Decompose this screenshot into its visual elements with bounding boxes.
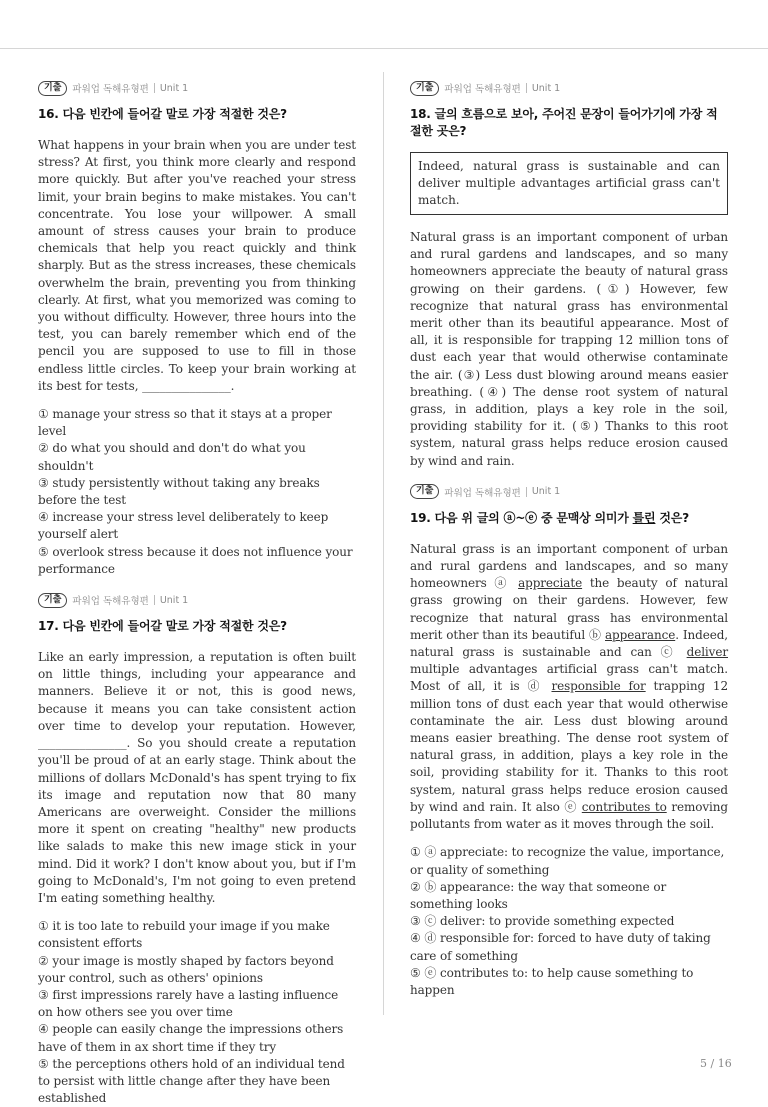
tag-separator: [154, 595, 155, 605]
option-list: [410, 844, 728, 999]
passage: What happens in your brain when you are under test stress? At first, you think more clearly and respond more quickly. But after you've reached your stress limit, your brain begins to make mistakes. You can't concentrate. You lose your willpower. A small amount of stress causes your brain to produce chemicals that help you react quickly and think sharply. But as the stress increases, these chemicals overwhelm the brain, preventing you from thinking clearly. At first, what you memorized was coming to you without difficulty. However, three hours into the test, you can barely remember which end of the pencil you are supposed to use to fill in those endless little circles. To keep your brain working at its best for tests, _______________.: [38, 138, 356, 393]
spacer: [410, 470, 728, 484]
page-number: 5 / 16: [700, 1057, 732, 1070]
question-16: [38, 80, 356, 578]
option-4[interactable]: ④ increase your stress level deliberately to keep yourself alert: [38, 510, 329, 542]
underlined-word-c: deliver: [686, 645, 728, 660]
underlined-word-d: responsible for: [551, 679, 646, 694]
passage-segment: the beauty of natural grass growing on their gardens. However, few recognize that natural grass has environmental merit other than its beautiful ⓑ: [410, 576, 729, 642]
option-3[interactable]: ③ study persistently without taking any breaks before the test: [38, 475, 320, 508]
left-column: [38, 80, 356, 1107]
passage-segment: removing pollutants from water as it moves through the soil.: [410, 799, 728, 832]
header-rule: [0, 48, 768, 49]
question-title: 18. 글의 흐름으로 보아, 주어진 문장이 들어가기에 가장 적절한 곳은?: [410, 107, 718, 138]
question-18: [410, 80, 728, 470]
option-list: [38, 918, 356, 1107]
passage: Like an early impression, a reputation is often built on little things, including your appearance and manners. Believe it or not, this is good news, because it means you can take consistent action over time to develop your reputation. However, _______________. So you should create a reputation you'll be proud of at an early stage. Think about the millions of dollars McDonald's has spent trying to fix its image and reputation now that 80 many Americans are overweight. Consider the millions more it spent on creating "healthy" new products like salads to make this new image stick in your mind. Did it work? I don't know about you, but if I'm going to McDonald's, I'm not going to even pretend I'm eating something healthy.: [38, 650, 356, 905]
question-title: 17. 다음 빈칸에 들어갈 말로 가장 적절한 것은?: [38, 619, 287, 634]
gichul-badge: 기출: [38, 593, 67, 608]
passage-segment: multiple advantages artificial grass can't match. Most of all, it is ⓓ: [410, 662, 728, 694]
underlined-word-a: appreciate: [518, 576, 583, 591]
option-5[interactable]: ⑤ overlook stress because it does not influence your performance: [38, 544, 353, 576]
series-label: 파워업 독해유형편: [444, 487, 521, 499]
option-1[interactable]: ① it is too late to rebuild your image if you make consistent efforts: [38, 919, 330, 951]
underlined-word-e: contributes to: [581, 799, 667, 814]
series-label: 파워업 독해유형편: [444, 84, 521, 95]
underlined-word-b: appearance: [605, 627, 676, 642]
option-4[interactable]: ④ ⓓ responsible for: forced to have duty of taking care of something: [410, 931, 711, 963]
option-5[interactable]: ⑤ the perceptions others hold of an individual tend to persist with little change after they have been established: [38, 1056, 345, 1106]
right-column: [410, 80, 728, 999]
option-2[interactable]: ② your image is mostly shaped by factors beyond your control, such as others' opinions: [38, 953, 334, 985]
unit-label: Unit 1: [531, 82, 561, 94]
passage-segment: . Indeed, natural grass is sustainable and can ⓒ: [410, 627, 728, 660]
tag-separator: [526, 83, 527, 93]
passage-segment: Natural grass is an important component of urban and rural gardens and landscapes, and so many homeowners ⓐ: [410, 541, 728, 591]
question-title: [410, 510, 728, 527]
column-divider: [383, 72, 384, 1015]
option-3[interactable]: ③ first impressions rarely have a lasting influence on how others see you over time: [38, 987, 339, 1020]
gichul-badge: 기출: [38, 81, 67, 96]
unit-label: Unit 1: [159, 82, 189, 94]
option-list: [38, 406, 356, 578]
passage: [410, 541, 728, 833]
tag-separator: [154, 83, 155, 93]
question-title: 16. 다음 빈칸에 들어갈 말로 가장 적절한 것은?: [38, 107, 287, 121]
question-17: [38, 592, 356, 1107]
question-tag-row: [38, 80, 356, 96]
question-tag-row: [38, 592, 356, 608]
spacer: [38, 578, 356, 592]
unit-label: Unit 1: [531, 486, 561, 498]
title-underlined-word: 틀린: [632, 510, 656, 525]
option-3[interactable]: ③ ⓒ deliver: to provide something expected: [410, 914, 675, 929]
option-1[interactable]: ① manage your stress so that it stays at a proper level: [38, 407, 332, 439]
option-1[interactable]: ① ⓐ appreciate: to recognize the value, importance, or quality of something: [410, 845, 725, 877]
option-2[interactable]: ② ⓑ appearance: the way that someone or something looks: [410, 879, 667, 911]
series-label: 파워업 독해유형편: [72, 84, 149, 95]
unit-label: Unit 1: [159, 594, 189, 606]
series-label: 파워업 독해유형편: [72, 596, 149, 608]
option-4[interactable]: ④ people can easily change the impressions others have of them in ax short time if they try: [38, 1022, 344, 1054]
tag-separator: [526, 487, 527, 497]
question-tag-row: [410, 484, 728, 500]
given-sentence-box: Indeed, natural grass is sustainable and can deliver multiple advantages artificial grass can't match.: [410, 152, 728, 215]
option-5[interactable]: ⑤ ⓔ contributes to: to help cause something to happen: [410, 965, 694, 997]
question-tag-row: [410, 80, 728, 96]
passage-segment: trapping 12 million tons of dust each year that would otherwise contaminate the air. Less dust blowing around means easier breathing. The dense root system of natural grass, in addition, plays a key role in the soil, providing stability for it. Thanks to this root system, natural grass helps reduce erosion caused by wind and rain. It also ⓔ: [410, 679, 728, 814]
title-text: 19. 다음 위 글의 ⓐ~ⓔ 중 문맥상 의미가: [410, 510, 633, 525]
gichul-badge: 기출: [410, 81, 439, 96]
gichul-badge: 기출: [410, 484, 439, 499]
option-2[interactable]: ② do what you should and don't do what you shouldn't: [38, 441, 306, 473]
title-text-end: 것은?: [655, 510, 689, 525]
passage: Natural grass is an important component of urban and rural gardens and landscapes, and so many homeowners appreciate the beauty of natural grass growing on their gardens. (①) However, few recognize that natural grass has environmental merit other than its beautiful appearance. Most of all, it is responsible for trapping 12 million tons of dust each year that would otherwise contaminate the air. (③) Less dust blowing around means easier breathing. (④) The dense root system of natural grass, in addition, plays a key role in the soil, providing stability for it. (⑤) Thanks to this root system, natural grass helps reduce erosion caused by wind and rain.: [410, 230, 728, 468]
question-19: [410, 484, 728, 999]
